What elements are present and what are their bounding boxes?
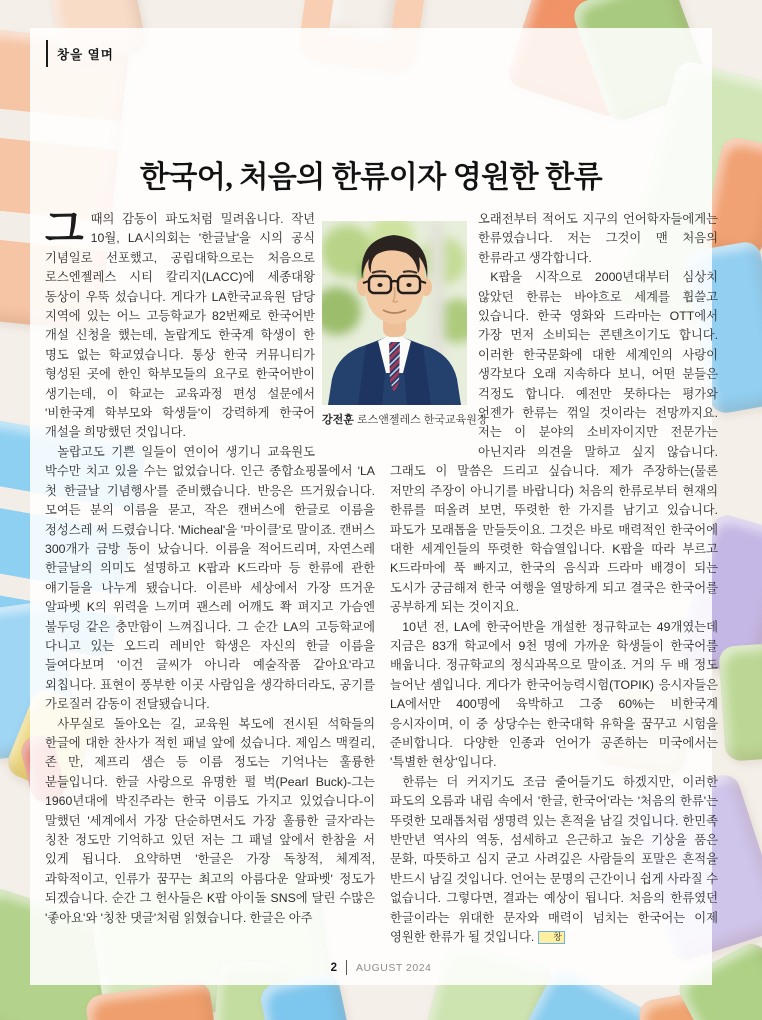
paragraph: K팝을 시작으로 2000년대부터 심상치 않았던 한류는 바야흐로 세계를 휩쓸고 있습니다. 한국 영화와 드라마는 OTT에서 가장 먼저 소비되는 콘텐츠이기도 합니다. 이러한 한국문화에 대한 세계인의 사랑이 생각보다 오래 지속하다 보니, 어떤 분들은 걱정도 합니다. 예전만 못하다는 평가와 언젠가 한류는 꺾일 것이라는 전망까지요. 저는 이 분야의 소비자이지만 전문가는 아닌지라 의견을 말하고 싶지 않습니다. 그래도 이 말씀은 드리고 싶습니다. 제가 주장하는(물론 저만의 주장이 아니기를 바랍니다) 처음의 한류로부터 현재의 한류를 떠올려 보면, 뚜렷한 한 가지를 남기고 있습니다. 파도가 모래톱을 만들듯이요. 그것은 바로 매력적인 한국어에 대한 세계인들의 뚜렷한 학습열입니다. K팝을 따라 부르고 K드라마에 푹 빠지고, 한국의 음식과 드라마 배경이 되는 도시가 궁금해져 한국 여행을 열망하게 되고 결국은 한국어를 공부하게 되는 것이지요. xyxy=(390,270,718,615)
photo-caption xyxy=(322,411,488,427)
paragraph-text: 한류는 더 커지기도 조금 줄어들기도 하겠지만, 이러한 파도의 오름과 내림 속에서 '한글, 한국어'라는 '처음의 한류'는 뚜렷한 모래톱처럼 생명력 있는 흔적을 남길 것입니다. 한민족 반만년 역사의 역동, 섬세하고 은근하고 높은 기상을 품은 문화, 따뜻하고 심지 굳고 사려깊은 사람들의 포말은 흔적을 반드시 남길 것입니다. 언어는 문명의 근간이니 쉽게 사라질 수 없습니다. 그렇다면, 결과는 예상이 됩니다. 처음의 한류였던 한글이라는 위대한 문자와 매력이 넘치는 한국어는 이제 영원한 한류가 될 것입니다. xyxy=(390,774,718,945)
page-number: 2 xyxy=(330,961,338,974)
caption-role: 로스앤젤레스 한국교육원장 xyxy=(356,414,488,426)
page-title: 한국어, 처음의 한류이자 영원한 한류 xyxy=(139,161,603,195)
paragraph xyxy=(390,773,718,948)
paragraph: 사무실로 돌아오는 길, 교육원 복도에 전시된 석학들의 한글에 대한 찬사가 적힌 패널 앞에 섰습니다. 제임스 맥컬리, 존 만, 제프리 샘슨 등 이름 정도는 기억나는 훌륭한 분들입니다. 한글 사랑으로 유명한 펄 벅(Pearl Buck)-그는 1960년대에 박진주라는 한국 이름도 가지고 있었습니다-이 말했던 '세계에서 가장 단순하면서도 가장 훌륭한 글자'라는 칭찬 정도만 기억하고 있던 저는 그 패널 앞에서 한참을 서 있게 됩니다. 요약하면 '한글은 가장 독창적, 체계적, 과학적이고, 인류가 꿈꾸는 최고의 아름다운 알파벳' 정도가 되겠습니다. 순간 그 헌사들은 K팝 아이돌 SNS에 달린 수많은 '좋아요'와 '칭찬 댓글'처럼 읽혔습니다. 한글은 아주 xyxy=(45,716,375,925)
section-label-bar xyxy=(46,40,48,67)
paragraph: 10년 전, LA에 한국어반을 개설한 정규학교는 49개였는데 지금은 83개 학교에서 9천 명에 가까운 학생들이 한국어를 배웁니다. 정규학교의 정식과목으로 말이죠. 거의 두 배 정도 늘어난 셈입니다. 게다가 한국어능력시험(TOPIK) 응시자들은 LA에서만 400명에 육박하고 그중 60%는 비한국계 응시자이며, 이 중 상당수는 한국대학 유학을 꿈꾸고 시험을 준비합니다. 다양한 인종과 언어가 공존하는 미국에서는 '특별한 현상'입니다. xyxy=(390,619,718,770)
paragraph: 오래전부터 적어도 지구의 언어학자들에게는 한류였습니다. 저는 그것이 맨 처음의 한류라고 생각합니다. xyxy=(478,212,718,265)
paragraph-text: 때의 감동이 파도처럼 밀려옵니다. 작년 10월, LA시의회는 '한글날'을 시의 공식 기념일로 선포했고, 공립대학으로는 처음으로 로스엔젤레스 시티 칼리지(LACC)에 세종대왕 동상이 우뚝 섰습니다. 게다가 LA한국교육원 담당 지역에 있는 어느 고등학교가 82번째로 한국어반 개설 신청을 했는데, 놀랍게도 한국계 학생이 한 명도 없는 학교였습니다. 통상 한국 커뮤니티가 형성된 곳에 한인 학부모들의 요구로 한국어반이 생기는데, 이 학교는 교육과정 편성 설문에서 '비한국계 학부모와 학생들'이 강력하게 한국어 개설을 희망했던 것입니다. xyxy=(45,212,315,440)
paragraph: 놀랍고도 기쁜 일들이 연이어 생기니 교육원도 박수만 치고 있을 수는 없었습니다. 인근 종합쇼핑몰에서 'LA 첫 한글날 기념행사'를 준비했습니다. 반응은 뜨거웠습니다. 모여든 분의 이름을 묻고, 작은 캔버스에 한글로 이름을 정성스레 써 드렸습니다. 'Micheal'을 '마이클'로 말이죠. 캔버스 300개가 금방 동이 났습니다. 이름을 적어드리며, 자연스레 한글날의 의미도 설명하고 K팝과 K드라마 등 한류에 관한 얘기들을 나누게 됐습니다. 이른바 세상에서 가장 뜨거운 알파벳 K의 위력을 느끼며 괜스레 어깨도 쫙 펴지고 가슴엔 불두덩 같은 충만함이 느껴집니다. 그 순간 LA의 고등학교에 다니고 있는 오드리 레비안 학생은 자신의 한글 이름을 들여다보며 '이건 글씨가 아니라 예술작품 같아요'라고 외칩니다. 표현이 풍부한 이곳 사람임을 생각하더라도, 공기를 가로질러 감동이 전달됐습니다. xyxy=(45,444,375,712)
page-footer xyxy=(0,960,762,975)
footer-divider xyxy=(346,960,347,975)
section-label xyxy=(46,40,114,67)
caption-name: 강전훈 xyxy=(322,414,354,426)
section-label-text: 창을 열며 xyxy=(57,47,114,62)
issue-label: AUGUST 2024 xyxy=(356,961,432,974)
portrait-image xyxy=(322,221,467,405)
article-end-mark: 창 xyxy=(538,931,565,944)
portrait-photo xyxy=(322,221,488,427)
drop-cap: 그 xyxy=(45,207,84,251)
